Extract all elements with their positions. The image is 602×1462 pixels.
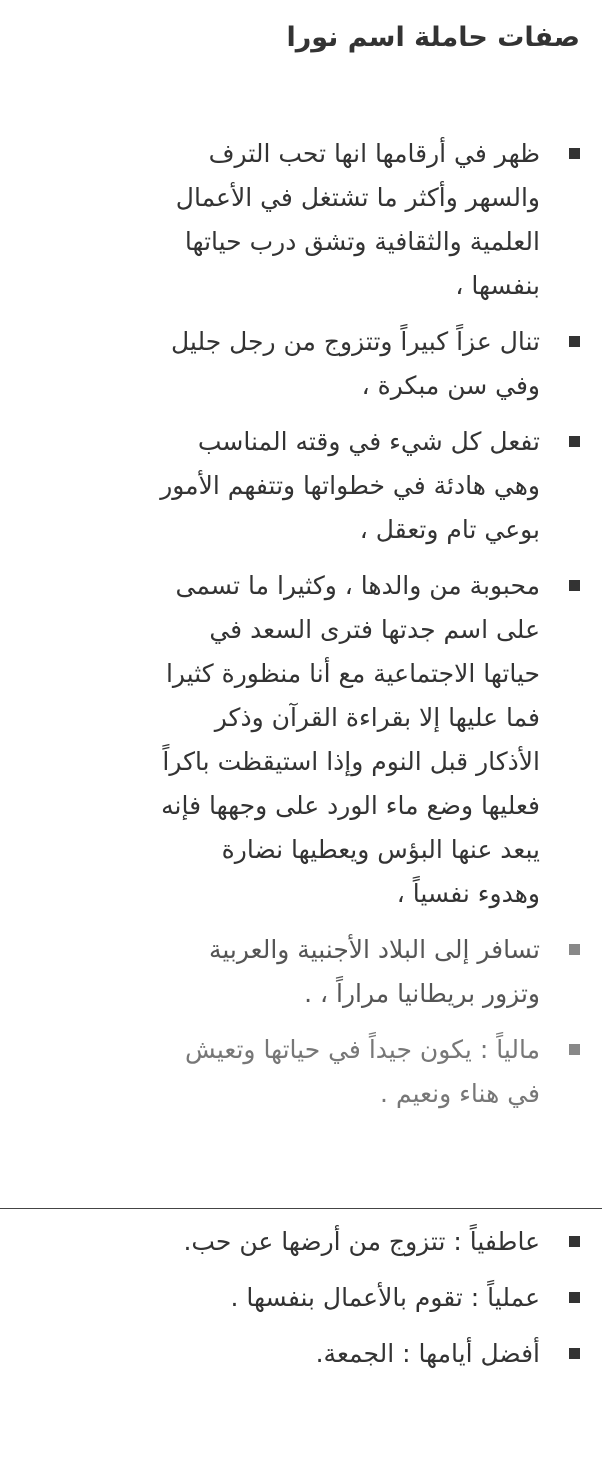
square-bullet-icon xyxy=(569,436,580,447)
list-item xyxy=(160,1028,540,1116)
list-item xyxy=(160,928,540,1016)
traits-list-continued xyxy=(160,1220,540,1388)
trait-text: تسافر إلى البلاد الأجنبية والعربية وتزور بريطانيا مراراً ، . xyxy=(208,935,540,1008)
square-bullet-icon xyxy=(569,336,580,347)
square-bullet-icon xyxy=(569,1292,580,1303)
trait-text: عاطفياً : تتزوج من أرضها عن حب. xyxy=(183,1227,540,1256)
list-item xyxy=(160,320,540,408)
square-bullet-icon xyxy=(569,148,580,159)
page-title: صفات حاملة اسم نورا xyxy=(286,22,580,53)
list-item xyxy=(160,564,540,916)
square-bullet-icon xyxy=(569,1044,580,1055)
square-bullet-icon xyxy=(569,1348,580,1359)
trait-text: تفعل كل شيء في وقته المناسب وهي هادئة في خطواتها وتتفهم الأمور بوعي تام وتعقل ، xyxy=(160,427,540,544)
list-item xyxy=(160,420,540,552)
trait-text: مالياً : يكون جيداً في حياتها وتعيش في هناء ونعيم . xyxy=(184,1035,540,1108)
divider xyxy=(0,1208,602,1209)
trait-text: أفضل أيامها : الجمعة. xyxy=(315,1339,540,1368)
list-item xyxy=(160,132,540,308)
trait-text: محبوبة من والدها ، وكثيرا ما تسمى على اسم جدتها فترى السعد في حياتها الاجتماعية مع أنا منظورة كثيرا فما عليها إلا بقراءة القرآن وذكر الأذكار قبل النوم وإذا استيقظت باكراً فعليها وضع ماء الورد على وجهها فإنه يبعد عنها البؤس ويعطيها نضارة وهدوء نفسياً ، xyxy=(161,571,540,908)
list-item xyxy=(160,1332,540,1376)
trait-text: ظهر في أرقامها انها تحب الترف والسهر وأكثر ما تشتغل في الأعمال العلمية والثقافية وتشق درب حياتها بنفسها ، xyxy=(175,139,540,300)
list-item xyxy=(160,1276,540,1320)
traits-list xyxy=(160,132,540,1128)
list-item xyxy=(160,1220,540,1264)
trait-text: تنال عزاً كبيراً وتتزوج من رجل جليل وفي سن مبكرة ، xyxy=(170,327,540,400)
trait-text: عملياً : تقوم بالأعمال بنفسها . xyxy=(230,1283,540,1312)
square-bullet-icon xyxy=(569,580,580,591)
square-bullet-icon xyxy=(569,1236,580,1247)
square-bullet-icon xyxy=(569,944,580,955)
